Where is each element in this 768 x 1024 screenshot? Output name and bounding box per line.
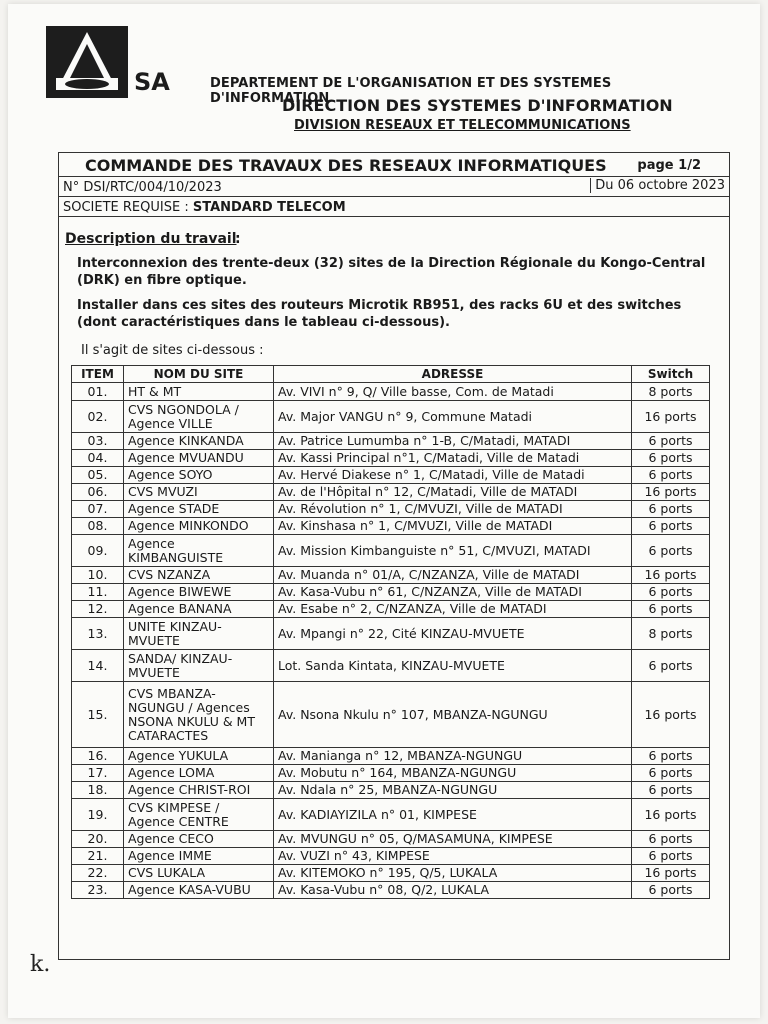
item-cell: 07.: [72, 501, 124, 518]
address-cell: Av. Kassi Principal n°1, C/Matadi, Ville de Matadi: [274, 450, 632, 467]
site-name-cell: Agence MINKONDO: [124, 518, 274, 535]
site-name-cell: Agence MVUANDU: [124, 450, 274, 467]
switch-cell: 6 ports: [632, 601, 710, 618]
site-name-cell: CVS LUKALA: [124, 865, 274, 882]
address-cell: Av. Révolution n° 1, C/MVUZI, Ville de MATADI: [274, 501, 632, 518]
item-cell: 11.: [72, 584, 124, 601]
site-name-cell: Agence CECO: [124, 831, 274, 848]
site-name-cell: CVS MVUZI: [124, 484, 274, 501]
table-row: [72, 782, 710, 799]
table-row: [72, 584, 710, 601]
table-row: [72, 650, 710, 682]
company-name: STANDARD TELECOM: [192, 200, 346, 215]
address-cell: Av. Kasa-Vubu n° 08, Q/2, LUKALA: [274, 882, 632, 899]
address-cell: Av. Patrice Lumumba n° 1-B, C/Matadi, MATADI: [274, 433, 632, 450]
order-ref-row: [59, 177, 729, 197]
switch-cell: 6 ports: [632, 765, 710, 782]
item-cell: 05.: [72, 467, 124, 484]
table-row: [72, 765, 710, 782]
site-name-cell: Agence IMME: [124, 848, 274, 865]
item-cell: 15.: [72, 682, 124, 748]
item-cell: 12.: [72, 601, 124, 618]
switch-cell: 6 ports: [632, 501, 710, 518]
address-cell: Av. Ndala n° 25, MBANZA-NGUNGU: [274, 782, 632, 799]
address-cell: Av. Major VANGU n° 9, Commune Matadi: [274, 401, 632, 433]
direction-title: DIRECTION DES SYSTEMES D'INFORMATION: [282, 96, 673, 115]
table-row: [72, 450, 710, 467]
site-name-cell: Agence YUKULA: [124, 748, 274, 765]
table-row: [72, 535, 710, 567]
table-row: [72, 484, 710, 501]
table-row: [72, 601, 710, 618]
item-cell: 14.: [72, 650, 124, 682]
switch-cell: 6 ports: [632, 535, 710, 567]
site-name-cell: CVS NGONDOLA / Agence VILLE: [124, 401, 274, 433]
site-name-cell: Agence KIMBANGUISTE: [124, 535, 274, 567]
site-name-cell: Agence SOYO: [124, 467, 274, 484]
description-title: Description du travail: [65, 231, 237, 247]
table-row: [72, 848, 710, 865]
address-cell: Av. Kinshasa n° 1, C/MVUZI, Ville de MATADI: [274, 518, 632, 535]
page-number: page 1/2: [637, 158, 701, 173]
header-switch: Switch: [632, 366, 710, 383]
description-paragraph-2: Installer dans ces sites des routeurs Microtik RB951, des racks 6U et des switches (dont caractéristiques dans le tableau ci-dessous).: [77, 298, 682, 330]
header-site-name: NOM DU SITE: [124, 366, 274, 383]
table-row: [72, 501, 710, 518]
site-name-cell: CVS KIMPESE / Agence CENTRE: [124, 799, 274, 831]
description-paragraph-1: Interconnexion des trente-deux (32) sites de la Direction Régionale du Kongo-Central (DRK) en fibre optique.: [77, 256, 706, 288]
address-cell: Av. Manianga n° 12, MBANZA-NGUNGU: [274, 748, 632, 765]
table-row: [72, 882, 710, 899]
table-row: [72, 518, 710, 535]
item-cell: 02.: [72, 401, 124, 433]
header-item: ITEM: [72, 366, 124, 383]
table-row: [72, 618, 710, 650]
site-name-cell: CVS NZANZA: [124, 567, 274, 584]
site-name-cell: Agence BANANA: [124, 601, 274, 618]
site-name-cell: Agence LOMA: [124, 765, 274, 782]
description-colon: :: [235, 231, 241, 247]
address-cell: Av. VUZI n° 43, KIMPESE: [274, 848, 632, 865]
switch-cell: 6 ports: [632, 831, 710, 848]
address-cell: Lot. Sanda Kintata, KINZAU-MVUETE: [274, 650, 632, 682]
logo-suffix: SA: [134, 68, 170, 96]
address-cell: Av. Muanda n° 01/A, C/NZANZA, Ville de MATADI: [274, 567, 632, 584]
switch-cell: 6 ports: [632, 450, 710, 467]
site-name-cell: CVS MBANZA-NGUNGU / Agences NSONA NKULU & MT CATARACTES: [124, 682, 274, 748]
item-cell: 08.: [72, 518, 124, 535]
company-row: [59, 197, 729, 217]
item-cell: 22.: [72, 865, 124, 882]
switch-cell: 16 ports: [632, 865, 710, 882]
switch-cell: 6 ports: [632, 433, 710, 450]
address-cell: Av. Nsona Nkulu n° 107, MBANZA-NGUNGU: [274, 682, 632, 748]
table-row: [72, 567, 710, 584]
item-cell: 09.: [72, 535, 124, 567]
address-cell: Av. Esabe n° 2, C/NZANZA, Ville de MATADI: [274, 601, 632, 618]
address-cell: Av. Mpangi n° 22, Cité KINZAU-MVUETE: [274, 618, 632, 650]
order-title-row: [59, 153, 729, 177]
address-cell: Av. Kasa-Vubu n° 61, C/NZANZA, Ville de MATADI: [274, 584, 632, 601]
table-row: [72, 383, 710, 401]
switch-cell: 6 ports: [632, 650, 710, 682]
address-cell: Av. de l'Hôpital n° 12, C/Matadi, Ville de MATADI: [274, 484, 632, 501]
switch-cell: 16 ports: [632, 567, 710, 584]
switch-cell: 8 ports: [632, 618, 710, 650]
company-label: SOCIETE REQUISE : STANDARD TELECOM: [63, 200, 346, 215]
switch-cell: 6 ports: [632, 518, 710, 535]
site-name-cell: HT & MT: [124, 383, 274, 401]
address-cell: Av. Mission Kimbanguiste n° 51, C/MVUZI, MATADI: [274, 535, 632, 567]
header-address: ADRESSE: [274, 366, 632, 383]
switch-cell: 6 ports: [632, 882, 710, 899]
item-cell: 16.: [72, 748, 124, 765]
switch-cell: 16 ports: [632, 484, 710, 501]
table-row: [72, 433, 710, 450]
item-cell: 19.: [72, 799, 124, 831]
switch-cell: 6 ports: [632, 584, 710, 601]
order-date: Du 06 octobre 2023: [590, 178, 725, 193]
switch-cell: 6 ports: [632, 748, 710, 765]
site-name-cell: Agence CHRIST-ROI: [124, 782, 274, 799]
order-frame: [58, 152, 730, 960]
site-name-cell: UNITE KINZAU-MVUETE: [124, 618, 274, 650]
table-row: [72, 748, 710, 765]
table-row: [72, 865, 710, 882]
table-row: [72, 831, 710, 848]
item-cell: 20.: [72, 831, 124, 848]
handwritten-initials: k.: [30, 952, 51, 977]
switch-cell: 16 ports: [632, 799, 710, 831]
site-name-cell: SANDA/ KINZAU-MVUETE: [124, 650, 274, 682]
department-title: DEPARTEMENT DE L'ORGANISATION ET DES SYSTEMES D'INFORMATION: [210, 76, 612, 106]
table-row: [72, 799, 710, 831]
table-row: [72, 467, 710, 484]
item-cell: 23.: [72, 882, 124, 899]
switch-cell: 6 ports: [632, 782, 710, 799]
site-name-cell: Agence KINKANDA: [124, 433, 274, 450]
item-cell: 06.: [72, 484, 124, 501]
company-logo: [46, 26, 128, 98]
address-cell: Av. VIVI n° 9, Q/ Ville basse, Com. de Matadi: [274, 383, 632, 401]
item-cell: 10.: [72, 567, 124, 584]
address-cell: Av. Mobutu n° 164, MBANZA-NGUNGU: [274, 765, 632, 782]
item-cell: 01.: [72, 383, 124, 401]
division-title: DIVISION RESEAUX ET TELECOMMUNICATIONS: [294, 118, 631, 133]
site-name-cell: Agence KASA-VUBU: [124, 882, 274, 899]
sites-table-body: [72, 383, 710, 899]
table-header-row: [72, 366, 710, 383]
item-cell: 18.: [72, 782, 124, 799]
switch-cell: 6 ports: [632, 848, 710, 865]
order-title: COMMANDE DES TRAVAUX DES RESEAUX INFORMATIQUES: [85, 156, 607, 175]
site-name-cell: Agence BIWEWE: [124, 584, 274, 601]
item-cell: 03.: [72, 433, 124, 450]
sites-intro: Il s'agit de sites ci-dessous :: [81, 343, 264, 358]
table-row: [72, 401, 710, 433]
switch-cell: 8 ports: [632, 383, 710, 401]
switch-cell: 16 ports: [632, 401, 710, 433]
address-cell: Av. KITEMOKO n° 195, Q/5, LUKALA: [274, 865, 632, 882]
address-cell: Av. KADIAYIZILA n° 01, KIMPESE: [274, 799, 632, 831]
item-cell: 13.: [72, 618, 124, 650]
order-reference: N° DSI/RTC/004/10/2023: [63, 180, 222, 195]
address-cell: Av. MVUNGU n° 05, Q/MASAMUNA, KIMPESE: [274, 831, 632, 848]
sites-table: [71, 365, 710, 899]
item-cell: 04.: [72, 450, 124, 467]
switch-cell: 6 ports: [632, 467, 710, 484]
site-name-cell: Agence STADE: [124, 501, 274, 518]
item-cell: 21.: [72, 848, 124, 865]
table-row: [72, 682, 710, 748]
item-cell: 17.: [72, 765, 124, 782]
switch-cell: 16 ports: [632, 682, 710, 748]
address-cell: Av. Hervé Diakese n° 1, C/Matadi, Ville de Matadi: [274, 467, 632, 484]
